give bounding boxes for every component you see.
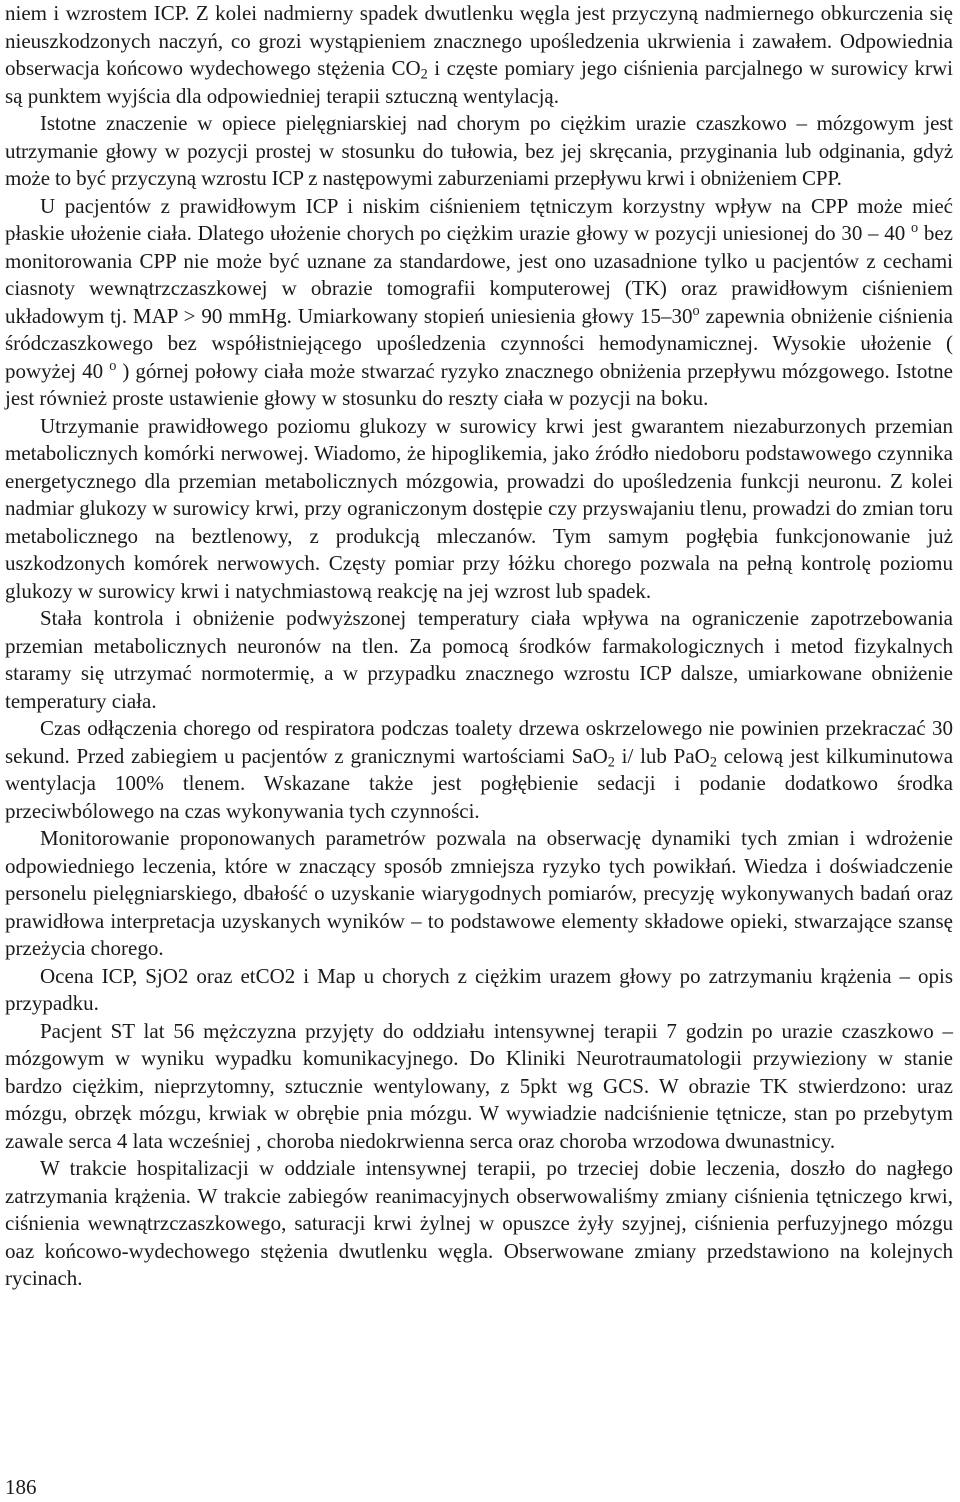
paragraph [5,413,953,606]
text-run: niem i wzrostem ICP. Z kolei nadmierny spadek dwutlenku węgla jest przyczyną nadmiernego obkurczenia się nieuszkodzonych naczyń, co grozi wystąpieniem znacznego upośledzenia ukrwienia i zawałem. Odpowiednia obserwacja końcowo wydechowego stężenia CO [5,1,953,80]
text-run: Stała kontrola i obniżenie podwyższonej temperatury ciała wpływa na ograniczenie zapotrzebowania przemian metabolicznych neuronów na tlen. Za pomocą środków farmakologicznych i metod fizykalnych staramy się utrzymać normotermię, a w przypadku znacznego wzrostu ICP dalsze, umiarkowane obniżenie temperatury ciała. [5,606,953,713]
paragraph [5,825,953,963]
superscript: o [692,302,700,319]
paragraph [5,0,953,110]
text-run: celową jest kilkuminutowa wentylacja 100% tlenem. Wskazane także jest pogłębienie sedacji i podanie dodatkowo środka przeciwbólowego na czas wykonywania tych czynności. [5,743,954,823]
text-run: W trakcie hospitalizacji w oddziale intensywnej terapii, po trzeciej dobie leczenia, doszło do nagłego zatrzymania krążenia. W trakcie zabiegów reanimacyjnych obserwowaliśmy zmiany ciśnienia tętniczego krwi, ciśnienia wewnątrzczaszkowego, saturacji krwi żylnej w opuszce żyły szyjnej, ciśnienia perfuzyjnego mózgu oaz końcowo-wydechowego stężenia dwutlenku węgla. Obserwowane zmiany przedstawiono na kolejnych rycinach. [5,1156,953,1290]
text-run: bez monitorowania CPP nie może być uznane za standardowe, jest ono uzasadnione tylko u pacjentów z cechami ciasnoty wewnątrzczaszkowej w obrazie tomografii komputerowej (TK) oraz prawidłowym ciśnieniem układowym tj. MAP > 90 mmHg. Umiarkowany stopień uniesienia głowy 15–30 [5,221,953,328]
text-run: Czas odłączenia chorego od respiratora podczas toalety drzewa oskrzelowego nie powinien przekraczać 30 sekund. Przed zabiegiem u pacjentów z granicznymi wartościami SaO [5,716,953,768]
text-run: Pacjent ST lat 56 mężczyzna przyjęty do oddziału intensywnej terapii 7 godzin po urazie czaszkowo – mózgowym w wyniku wypadku komunikacyjnego. Do Kliniki Neurotraumatologii przywieziony w stanie bardzo ciężkim, nieprzytomny, sztucznie wentylowany, z 5pkt wg GCS. W obrazie TK stwierdzono: uraz mózgu, obrzęk mózgu, krwiak w obrębie pnia mózgu. W wywiadzie nadciśnienie tętnicze, stan po przebytym zawale serca 4 lata wcześniej , choroba niedokrwienna serca oraz choroba wrzodowa dwunastnicy. [5,1018,953,1153]
text-run: U pacjentów z prawidłowym ICP i niskim ciśnieniem tętniczym korzystny wpływ na CPP może mieć płaskie ułożenie ciała. Dlatego ułożenie chorych po ciężkim urazie głowy w pozycji uniesionej do 30 – 40 [5,193,953,245]
page-number: 186 [5,1475,37,1499]
subscript: 2 [420,66,428,83]
superscript: o [910,220,919,237]
text-run: Monitorowanie proponowanych parametrów pozwala na obserwację dynamiki tych zmian i wdrożenie odpowiedniego leczenia, które w znaczący sposób zmniejsza ryzyko tych powikłań. Wiedza i doświadczenie personelu pielęgniarskiego, dbałość o uzyskanie wiarygodnych pomiarów, precyzję wykonywanych badań oraz prawidłowa interpretacja uzyskanych wyników – to podstawowe elementy składowe opieki, stwarzające szansę przeżycia chorego. [5,826,953,960]
text-run: i częste pomiary jego ciśnienia parcjalnego w surowicy krwi są punktem wyjścia dla odpowiedniej terapii sztuczną wentylacją. [5,56,953,108]
text-run: zapewnia obniżenie ciśnienia śródczaszkowego bez współistniejącego upośledzenia czynności hemodynamicznej. Wysokie ułożenie ( powyżej 40 [5,303,953,383]
text-run: ) górnej połowy ciała może stwarzać ryzyko znacznego obniżenia przepływu mózgowego. Istotne jest również proste ustawienie głowy w stosunku do reszty ciała w pozycji na boku. [5,358,953,410]
paragraph [5,715,953,825]
text-run: Istotne znaczenie w opiece pielęgniarskiej nad chorym po ciężkim urazie czaszkowo – mózgowym jest utrzymanie głowy w pozycji prostej w stosunku do tułowia, bez jej skręcania, przyginania lub odginania, gdyż może to być przyczyną wzrostu ICP z następowymi zaburzeniami przepływu krwi i obniżeniem CPP. [5,111,953,190]
text-run: Ocena ICP, SjO2 oraz etCO2 i Map u chorych z ciężkim urazem głowy po zatrzymaniu krążenia – opis przypadku. [5,963,953,1015]
paragraph [5,1018,953,1156]
document-body [5,0,953,1293]
subscript: 2 [607,754,615,771]
paragraph [5,963,953,1018]
paragraph [5,605,953,715]
paragraph [5,110,953,193]
text-run: Utrzymanie prawidłowego poziomu glukozy w surowicy krwi jest gwarantem niezaburzonych przemian metabolicznych komórki nerwowej. Wiadomo, że hipoglikemia, jako źródło niedoboru podstawowego czynnika energetycznego dla przemian metabolicznych mózgowia, prowadzi do upośledzenia funkcji neuronu. Z kolei nadmiar glukozy w surowicy krwi, przy ograniczonym dostępie czy przyswajaniu tlenu, prowadzi do zmian toru metabolicznego na beztlenowy, z produkcją mleczanów. Tym samym pogłębia funkcjonowanie już uszkodzonych komórek nerwowych. Częsty pomiar przy łóżku chorego pozwala na pełną kontrolę poziomu glukozy w surowicy krwi i natychmiastową reakcję na jej wzrost lub spadek. [5,413,953,603]
subscript: 2 [709,754,717,771]
superscript: o [109,357,117,374]
paragraph [5,1155,953,1293]
text-run: i/ lub PaO [614,743,710,768]
paragraph [5,193,953,413]
